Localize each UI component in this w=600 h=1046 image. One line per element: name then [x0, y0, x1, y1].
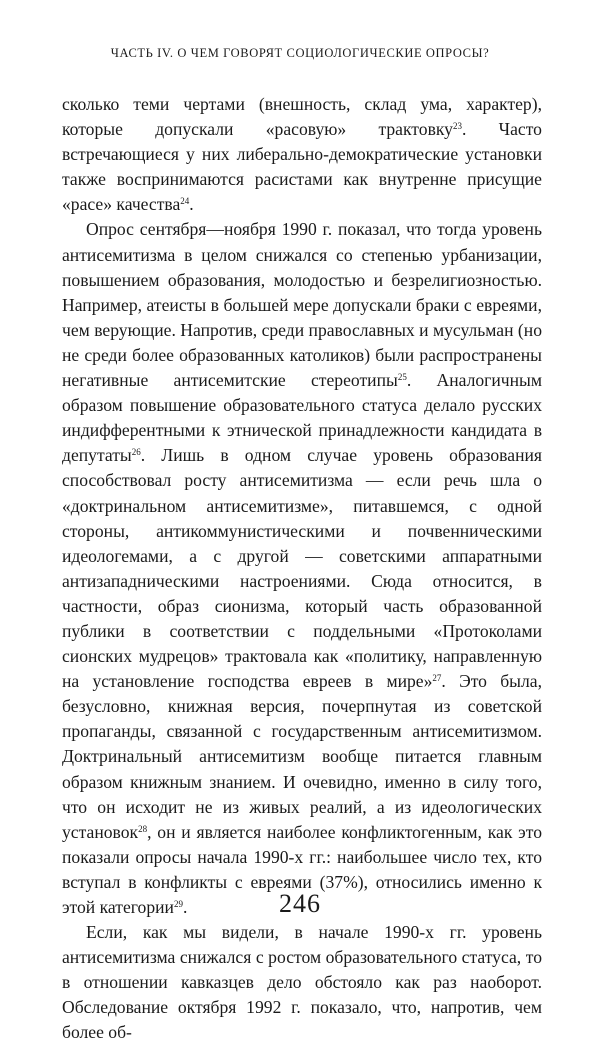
footnote-marker: 25: [397, 372, 407, 383]
paragraph-2: [62, 217, 542, 920]
paragraph-1: [62, 92, 542, 217]
paragraph-text: , он и является наиболее конфликтогенным, как это показали опросы начала 1990-х гг.: наибольшее число тех, кто вступал в конфликты с евреями (37%), относились именно к этой категории: [62, 821, 542, 917]
paragraph-text: сколько теми чертами (внешность, склад ума, характер), которые допускали «расовую» трактовку: [62, 94, 542, 140]
paragraph-text: . Часто встречающиеся у них либерально-демократические установки также воспринимаются расистами как внутренне присущие «расе» качества: [62, 119, 542, 215]
page-number: 246: [279, 889, 321, 918]
footnote-marker: 27: [432, 673, 442, 684]
paragraph-text: . Лишь в одном случае уровень образования способствовал росту антисемитизма — если речь шла о «доктринальном антисемитизме», питавшемся, с одной стороны, антикоммунистическими и почвенническими идеологемами, а с другой — советскими аппаратными антизападническими настроениями. Сюда относится, в частности, образ сионизма, который часть образованной публики в соответствии с поддельными «Протоколами сионских мудрецов» трактовала как «политику, направленную на установление господства евреев в мире»: [62, 445, 542, 692]
footnote-marker: 23: [452, 121, 462, 132]
paragraph-text: Опрос сентября—ноября 1990 г. показал, что тогда уровень антисемитизма в целом снижался со степенью урбанизации, повышением образования, молодостью и безрелигиозностью. Например, атеисты в большей мере допускали браки с евреями, чем верующие. Напротив, среди православных и мусульман (но не среди более образованных католиков) были распространены негативные антисемитские стереотипы: [62, 219, 542, 391]
footnote-marker: 26: [131, 447, 141, 458]
paragraph-text: Если, как мы видели, в начале 1990-х гг. уровень антисемитизма снижался с ростом образовательного статуса, то в отношении кавказцев дело обстояло как раз наоборот. Обследование октября 1992 г. показало, что, напротив, чем более об-: [62, 922, 542, 1043]
paragraph-text: .: [189, 194, 194, 215]
paragraph-text: .: [182, 897, 188, 917]
running-head: ЧАСТЬ IV. О ЧЕМ ГОВОРЯТ СОЦИОЛОГИЧЕСКИЕ ОПРОСЫ?: [110, 46, 490, 60]
paragraph-3: [62, 920, 542, 1045]
footnote-marker: 28: [138, 823, 148, 834]
footnote-marker: 24: [180, 196, 190, 207]
footnote-marker: 29: [173, 899, 183, 909]
paragraph-text: . Это была, безусловно, книжная версия, почерпнутая из советской пропаганды, связанной с государственным антисемитизмом. Доктринальный антисемитизм вообще питается главным образом книжным знанием. И очевидно, именно в силу того, что он исходит не из живых реалий, а из идеологических установок: [62, 671, 542, 842]
paragraph-text: . Аналогичным образом повышение образовательного статуса делало русских индифферентными к этнической принадлежности кандидата в депутаты: [62, 370, 542, 466]
